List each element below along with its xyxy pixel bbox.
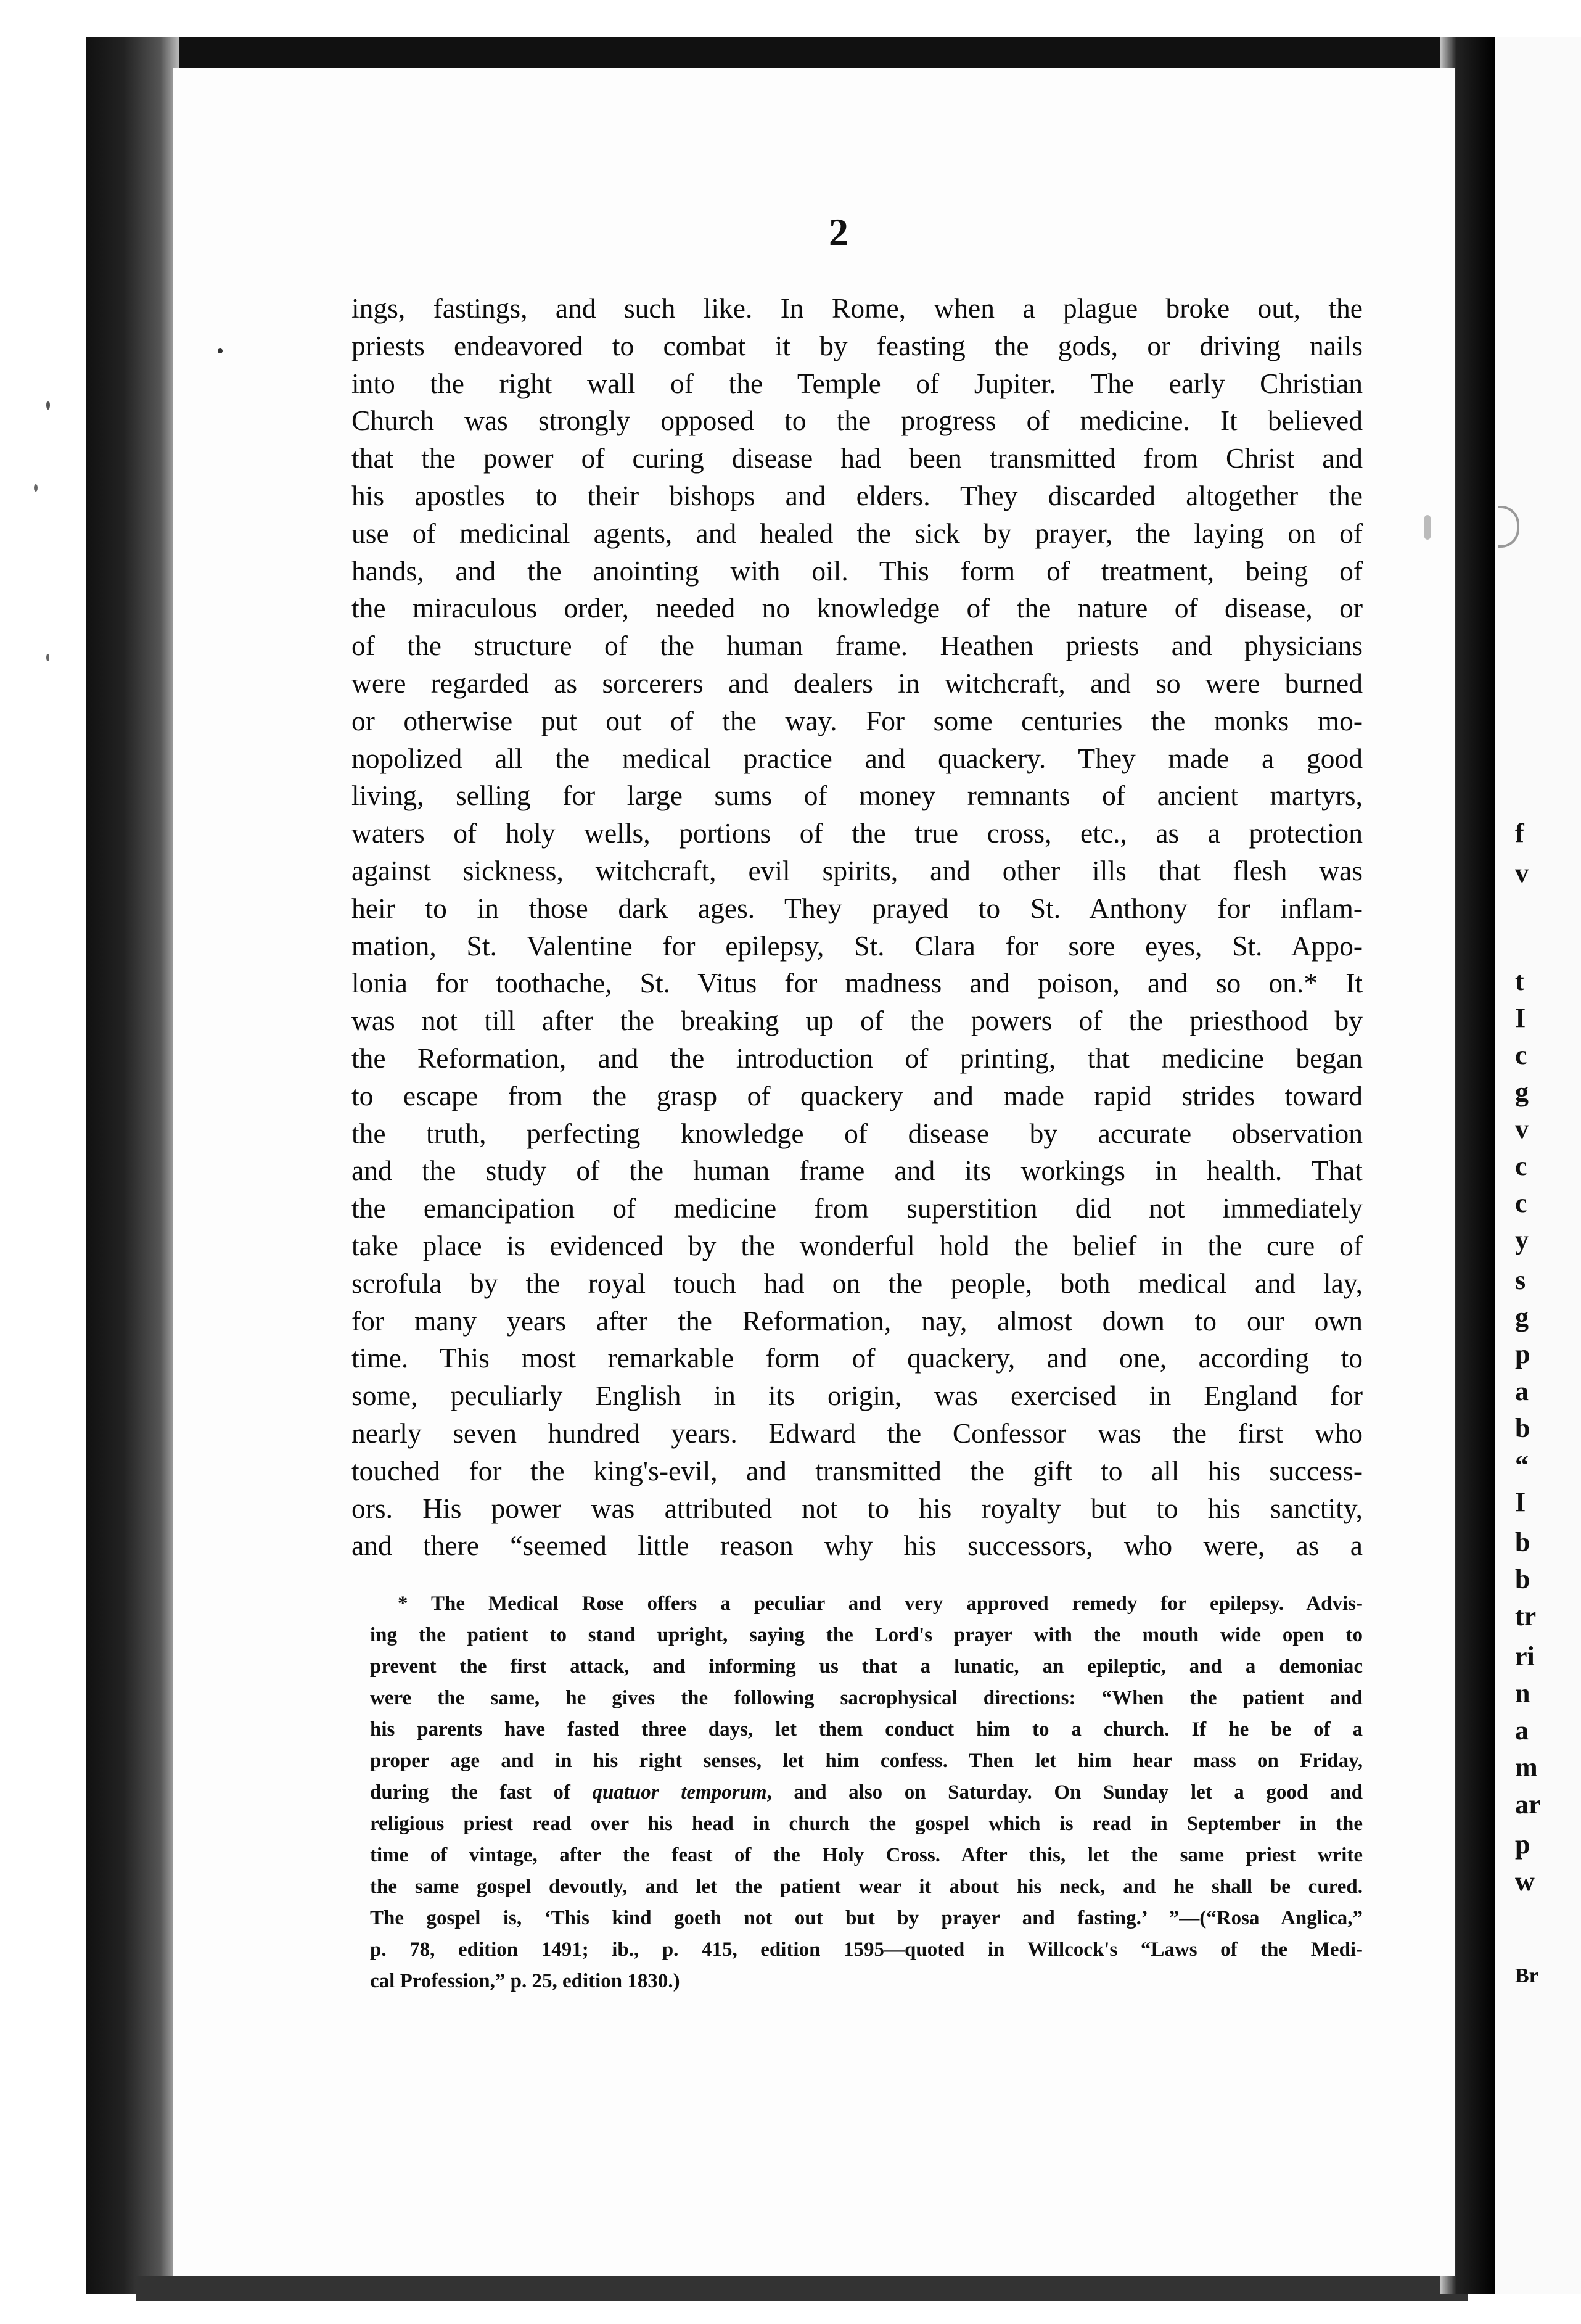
facing-page-fragment: a [1515, 1715, 1529, 1745]
facing-page-fragment: y [1515, 1225, 1529, 1255]
body-text-line: priests endeavored to combat it by feasting the gods, or driving nails [351, 329, 1363, 361]
body-text-line: living, selling for large sums of money remnants of ancient martyrs, [351, 780, 1363, 812]
scan-border-bottom [136, 2276, 1468, 2301]
facing-page-fragment: v [1515, 858, 1529, 888]
footnote-line: prevent the first attack, and informing us that a lunatic, an epileptic, and a demoniac [370, 1655, 1363, 1678]
body-text-line: nearly seven hundred years. Edward the Confessor was the first who [351, 1417, 1363, 1449]
footnote-line: religious priest read over his head in church the gospel which is read in September in the [370, 1813, 1363, 1835]
scan-speck [46, 654, 49, 661]
body-text-line: hands, and the anointing with oil. This form of treatment, being of [351, 554, 1363, 587]
body-text-line: mation, St. Valentine for epilepsy, St. Clara for sore eyes, St. Appo- [351, 929, 1363, 962]
scan-speck [1424, 515, 1431, 540]
facing-page-fragment: c [1515, 1188, 1527, 1218]
body-text-line: the miraculous order, needed no knowledge of the nature of disease, or [351, 592, 1363, 624]
body-text [351, 290, 1363, 1565]
footnote-line: time of vintage, after the feast of the Holy Cross. After this, let the same priest write [370, 1844, 1363, 1866]
body-text-line: for many years after the Reformation, nay, almost down to our own [351, 1304, 1363, 1337]
facing-page-fragment: v [1515, 1114, 1529, 1144]
facing-page-fragment: I [1515, 1487, 1526, 1517]
facing-page-fragment: b [1515, 1527, 1530, 1557]
facing-page-fragment: g [1515, 1077, 1529, 1107]
body-text-line: to escape from the grasp of quackery and made rapid strides toward [351, 1079, 1363, 1111]
body-text-line: the emancipation of medicine from superstition did not immediately [351, 1192, 1363, 1224]
facing-page-fragment: g [1515, 1302, 1529, 1332]
body-text-line: of the structure of the human frame. Heathen priests and physicians [351, 630, 1363, 662]
body-text-line: scrofula by the royal touch had on the people, both medical and lay, [351, 1267, 1363, 1299]
facing-page-fragment: I [1515, 1003, 1526, 1033]
facing-page-fragment: tr [1515, 1601, 1537, 1631]
facing-page-fragment: p [1515, 1829, 1530, 1860]
latin-phrase: quatuor temporum [592, 1781, 767, 1803]
body-text-line: was not till after the breaking up of the powers of the priesthood by [351, 1005, 1363, 1037]
facing-page-fragment: Br [1515, 1964, 1538, 1987]
facing-page-fragment: n [1515, 1678, 1530, 1708]
footnote [370, 1588, 1363, 1997]
body-text-line: the truth, perfecting knowledge of disease by accurate observation [351, 1117, 1363, 1149]
body-text-line: some, peculiarly English in its origin, was exercised in England for [351, 1380, 1363, 1412]
footnote-line: p. 78, edition 1491; ib., p. 415, edition 1595—quoted in Willcock's “Laws of the Medi- [370, 1939, 1363, 1961]
footnote-line: The gospel is, ‘This kind goeth not out but by prayer and fasting.’ ”—(“Rosa Anglica,” [370, 1907, 1363, 1929]
footnote-line: the same gospel devoutly, and let the patient wear it about his neck, and he shall be cured. [370, 1876, 1363, 1898]
body-text-line: Church was strongly opposed to the progress of medicine. It believed [351, 405, 1363, 437]
body-text-line: against sickness, witchcraft, evil spirits, and other ills that flesh was [351, 854, 1363, 886]
body-text-line: the Reformation, and the introduction of printing, that medicine began [351, 1042, 1363, 1074]
body-text-line: ors. His power was attributed not to his royalty but to his sanctity, [351, 1492, 1363, 1524]
facing-page-fragment: m [1515, 1752, 1538, 1782]
facing-page-fragment: c [1515, 1040, 1527, 1070]
facing-page-fragment: p [1515, 1339, 1530, 1369]
body-text-line: waters of holy wells, portions of the true cross, etc., as a protection [351, 817, 1363, 849]
footnote-line: were the same, he gives the following sacrophysical directions: “When the patient and [370, 1687, 1363, 1709]
body-text-line: and there “seemed little reason why his successors, who were, as a [351, 1530, 1363, 1562]
body-text-line: touched for the king's-evil, and transmitted the gift to all his success- [351, 1454, 1363, 1486]
body-text-line: ings, fastings, and such like. In Rome, when a plague broke out, the [351, 292, 1363, 324]
body-text-line: nopolized all the medical practice and quackery. They made a good [351, 742, 1363, 774]
footnote-line: * The Medical Rose offers a peculiar and very approved remedy for epilepsy. Advis- [398, 1593, 1363, 1615]
facing-page-fragment: w [1515, 1866, 1535, 1897]
footnote-line: cal Profession,” p. 25, edition 1830.) [370, 1970, 680, 1992]
body-text-line: into the right wall of the Temple of Jupiter. The early Christian [351, 367, 1363, 399]
scan-speck [218, 348, 223, 353]
facing-page-fragment: ri [1515, 1641, 1535, 1671]
facing-page-fragment: b [1515, 1564, 1530, 1594]
footnote-line: ing the patient to stand upright, saying the Lord's prayer with the mouth wide open to [370, 1624, 1363, 1646]
facing-page-fragment: ar [1515, 1789, 1541, 1819]
body-text-line: take place is evidenced by the wonderful hold the belief in the cure of [351, 1229, 1363, 1261]
body-text-line: and the study of the human frame and its workings in health. That [351, 1155, 1363, 1187]
facing-page-fragment: f [1515, 818, 1524, 848]
facing-page-edge [1495, 37, 1581, 2294]
body-text-line: time. This most remarkable form of quackery, and one, according to [351, 1342, 1363, 1374]
facing-page-fragment: t [1515, 966, 1524, 996]
body-text-line: his apostles to their bishops and elders. They discarded altogether the [351, 479, 1363, 511]
facing-page-fragment: b [1515, 1413, 1530, 1443]
scan-speck [34, 484, 38, 492]
body-text-line: use of medicinal agents, and healed the sick by prayer, the laying on of [351, 517, 1363, 549]
scan-speck [46, 401, 50, 410]
facing-page-fragment: “ [1515, 1450, 1529, 1480]
facing-page-fragment: c [1515, 1151, 1527, 1181]
body-text-line: heir to in those dark ages. They prayed to St. Anthony for inflam- [351, 892, 1363, 924]
facing-page-fragment: a [1515, 1376, 1529, 1406]
body-text-line: were regarded as sorcerers and dealers in witchcraft, and so were burned [351, 667, 1363, 699]
facing-page-fragment: s [1515, 1265, 1526, 1295]
footnote-line: during the fast of quatuor temporum, and also on Saturday. On Sunday let a good and [370, 1781, 1363, 1803]
body-text-line: that the power of curing disease had been transmitted from Christ and [351, 442, 1363, 474]
page-number: 2 [829, 210, 848, 254]
body-text-line: lonia for toothache, St. Vitus for madness and poison, and so on.* It [351, 967, 1363, 999]
footnote-line: his parents have fasted three days, let them conduct him to a church. If he be of a [370, 1718, 1363, 1741]
body-text-line: or otherwise put out of the way. For some centuries the monks mo- [351, 704, 1363, 736]
footnote-line: proper age and in his right senses, let him confess. Then let him hear mass on Friday, [370, 1750, 1363, 1772]
scan-border-left [86, 37, 179, 2294]
